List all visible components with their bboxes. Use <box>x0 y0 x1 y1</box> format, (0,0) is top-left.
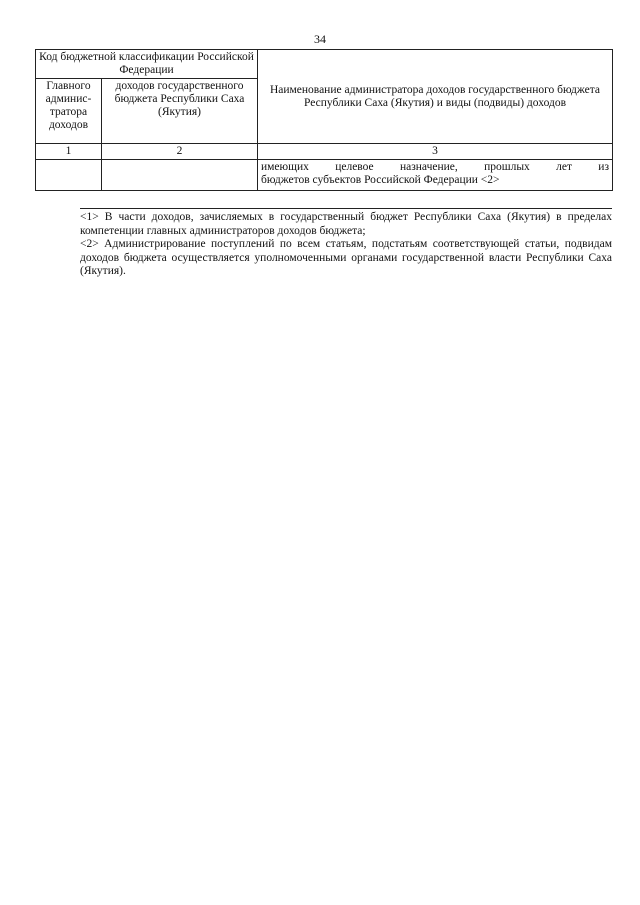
footnote: <2> Администрирование поступлений по всем статьям, подстатьям соответствующей статьи, подвидам доходов бюджета осуществляется уполномоченными органами государственной власти Республики Саха (Якутия). <box>80 238 612 277</box>
page-number: 34 <box>314 32 326 46</box>
footnote: <1> В части доходов, зачисляемых в государственный бюджет Республики Саха (Якутия) в пределах компетенции главных администраторов доходов бюджета; <box>80 211 612 237</box>
kbk-group-header: Код бюджетной классификации Российской Федерации <box>36 50 258 79</box>
column-number: 3 <box>258 144 613 160</box>
income-name-line: бюджетов субъектов Российской Федерации <2> <box>261 174 500 186</box>
footnotes <box>80 211 612 279</box>
admin-code-cell <box>36 160 102 191</box>
income-name-cell <box>258 160 613 191</box>
admin-code-header: Главного админис-тратора доходов <box>36 79 102 144</box>
column-number-row <box>36 144 613 160</box>
admin-name-header: Наименование администратора доходов государственного бюджета Республики Саха (Якутия) и виды (подвиды) доходов <box>258 50 613 144</box>
column-number: 1 <box>36 144 102 160</box>
column-number: 2 <box>102 144 258 160</box>
income-code-cell <box>102 160 258 191</box>
table-row <box>36 160 613 191</box>
footnote-divider <box>80 208 612 209</box>
income-name-line: имеющих целевое назначение, прошлых лет из <box>261 161 609 173</box>
budget-classification-table <box>35 49 613 191</box>
income-code-header: доходов государственного бюджета Республики Саха (Якутия) <box>102 79 258 144</box>
